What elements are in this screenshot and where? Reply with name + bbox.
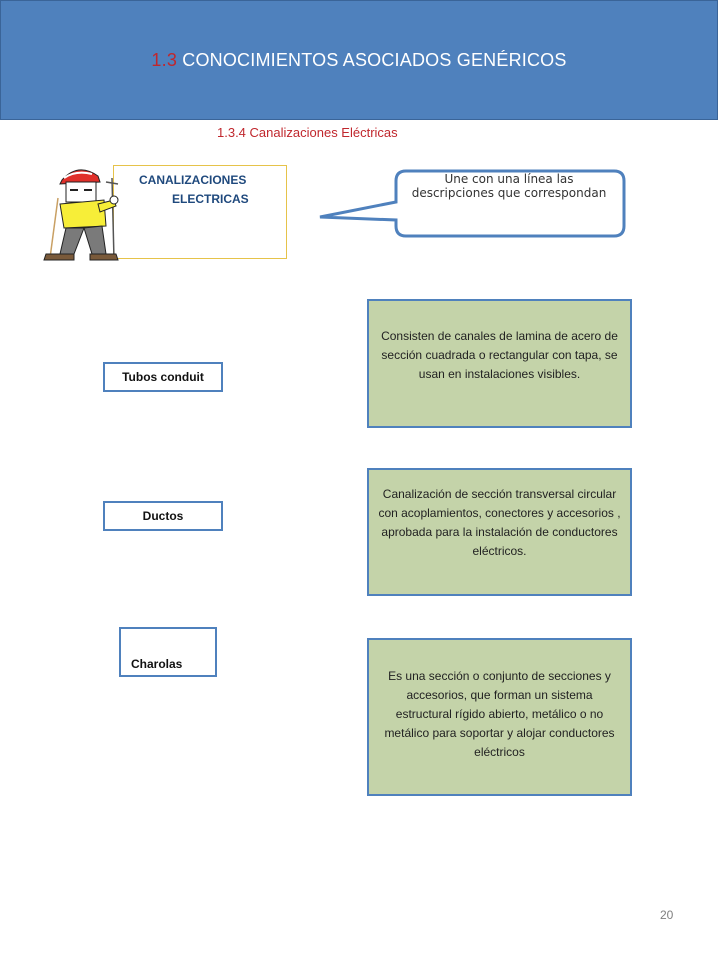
description-box-2[interactable] — [367, 468, 632, 596]
description-box-3[interactable] — [367, 638, 632, 796]
page-title — [0, 50, 718, 71]
topic-line-2: ELECTRICAS — [172, 192, 249, 206]
description-text-1: Consisten de canales de lamina de acero de sección cuadrada o rectangular con tapa, se usan en instalaciones visibles. — [381, 329, 618, 381]
term-charolas[interactable] — [119, 627, 217, 677]
worker-with-hard-hat-icon — [40, 160, 120, 264]
section-number: 1.3 — [151, 50, 178, 70]
description-box-1[interactable] — [367, 299, 632, 428]
topic-line-1: CANALIZACIONES — [139, 173, 247, 187]
description-text-2: Canalización de sección transversal circular con acoplamientos, conectores y accesorios , aprobada para la instalación de conductores eléctricos. — [378, 487, 621, 558]
instruction-text: Une con una línea las descripciones que correspondan — [411, 172, 607, 200]
term-ductos[interactable]: Ductos — [103, 501, 223, 531]
section-title: CONOCIMIENTOS ASOCIADOS GENÉRICOS — [182, 50, 567, 70]
term-charolas-label: Charolas — [131, 657, 183, 671]
description-text-3: Es una sección o conjunto de secciones y accesorios, que forman un sistema estructural rígido abierto, metálico o no metálico para soportar y alojar conductores eléctricos — [384, 669, 615, 759]
subsection-title: 1.3.4 Canalizaciones Eléctricas — [217, 125, 398, 140]
page-number: 20 — [660, 908, 674, 922]
topic-box — [113, 165, 287, 259]
term-tubos-conduit[interactable]: Tubos conduit — [103, 362, 223, 392]
